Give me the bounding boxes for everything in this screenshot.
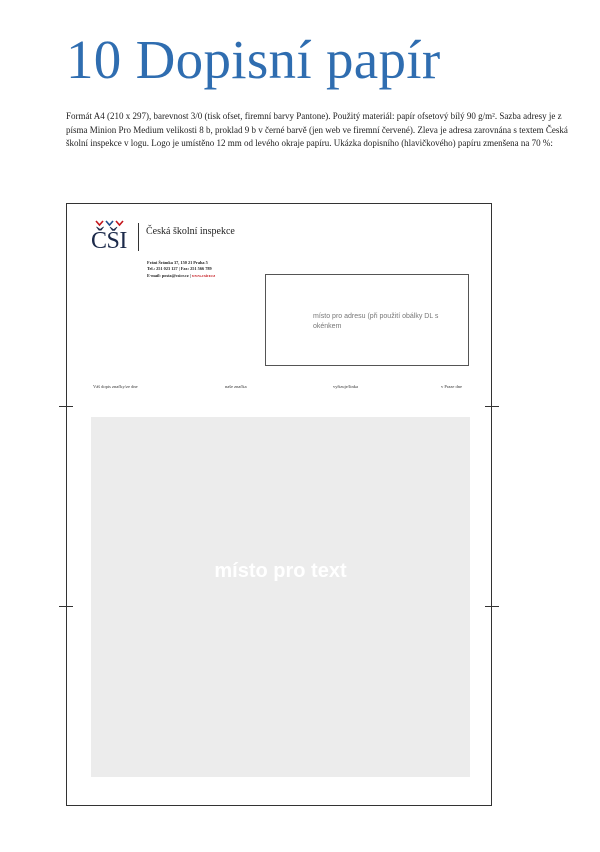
contact-email: E-mail: posta@csicr.cz |: [147, 272, 191, 278]
text-area-label: místo pro text: [214, 560, 347, 582]
fold-mark-right-bottom: [485, 606, 499, 607]
logo-chevron-icon: [95, 220, 129, 228]
logo-divider: [138, 223, 139, 251]
logo-mark: ČŠI: [91, 228, 127, 254]
contact-email-line: [147, 273, 215, 279]
fold-mark-right-top: [485, 406, 499, 407]
contact-block: [147, 260, 215, 279]
address-window-label: místo pro adresu (při použití obálky DL s okénkem: [313, 313, 439, 330]
address-window: [265, 274, 469, 366]
contact-web: www.csicr.cz: [191, 272, 216, 278]
page-title: 10 Dopisní papír: [66, 29, 441, 90]
fold-mark-left-bottom: [59, 606, 73, 607]
letter-sample: [66, 203, 492, 806]
intro-paragraph: Formát A4 (210 x 297), barevnost 3/0 (tisk ofset, firemní barvy Pantone). Použitý materiál: papír ofsetový bílý 90 g/m². Sazba adresy je z písma Minion Pro Medium velikosti 8 b, proklad 9 b v černé barvě (jen web ve firemní červené). Zleva je adresa zarovnána s textem Česká školní inspekce v logu. Logo je umístěno 12 mm od levého okraje papíru. Ukázka dopisního (hlavičkového) papíru zmenšena na 70 %:: [66, 111, 568, 148]
ref-handled-by: vyřizuje/linka: [333, 384, 358, 389]
ref-date: v Praze dne: [441, 384, 462, 389]
contact-phone: Tel.: 251 023 127 | Fax: 251 566 789: [147, 266, 212, 272]
ref-your-letter: Váš dopis značky/ze dne: [93, 384, 138, 389]
text-area: [91, 417, 470, 777]
ref-our-mark: naše značka: [225, 384, 247, 389]
logo-text: Česká školní inspekce: [146, 226, 235, 237]
fold-mark-left-top: [59, 406, 73, 407]
contact-address: Fráni Šrámka 37, 150 21 Praha 5: [147, 260, 208, 265]
